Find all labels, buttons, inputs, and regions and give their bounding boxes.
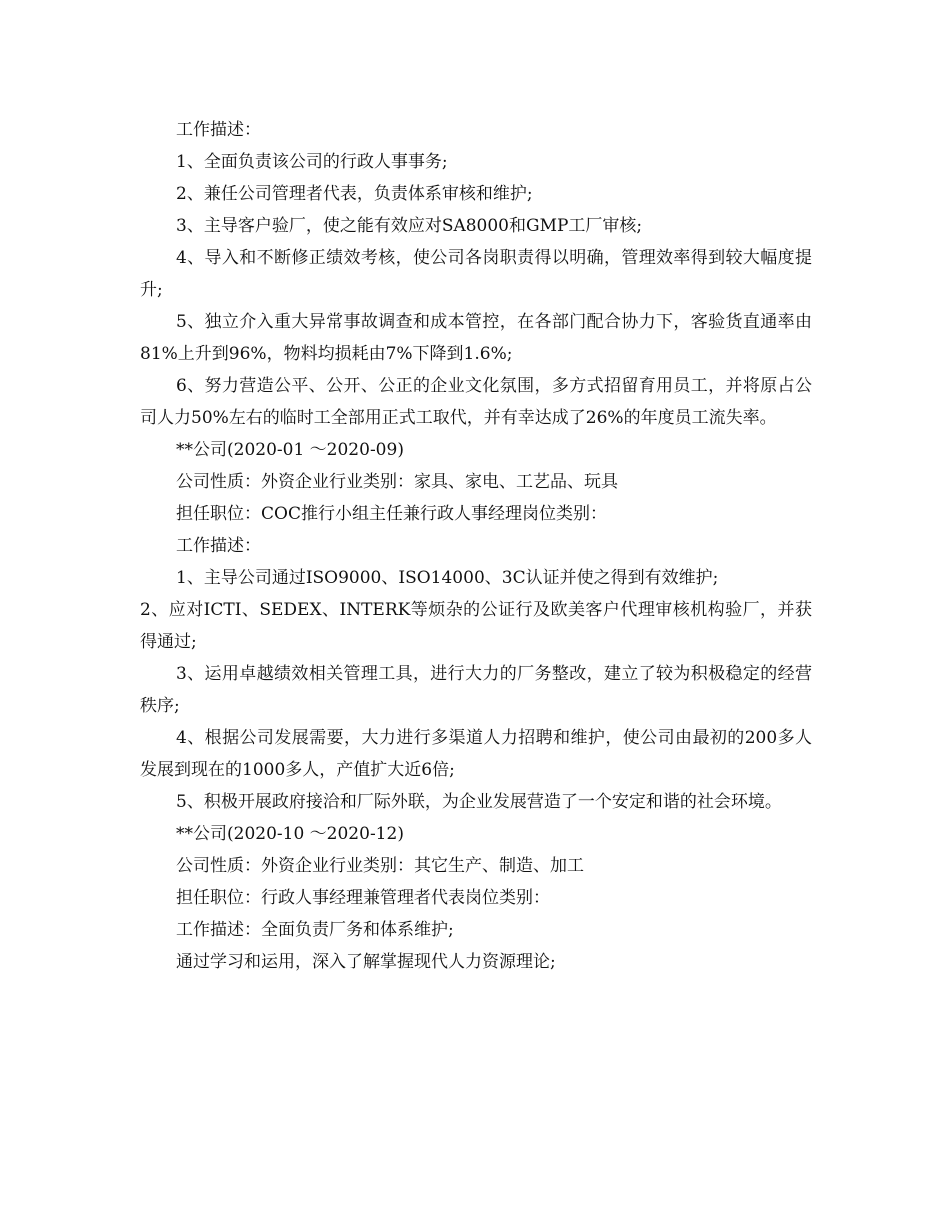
job-description-line: 工作描述：全面负责厂务和体系维护; — [176, 920, 454, 940]
position-line: 担任职位：COC推行小组主任兼行政人事经理岗位类别： — [176, 504, 607, 524]
company-period-heading: **公司(2020-10 ～2020-12) — [176, 824, 404, 844]
list-item: 5、积极开展政府接洽和厂际外联，为企业发展营造了一个安定和谐的社会环境。 — [176, 792, 782, 812]
section-heading-job-description: 工作描述： — [176, 536, 261, 556]
list-item: 1、全面负责该公司的行政人事事务; — [176, 152, 448, 172]
list-item: 6、努力营造公平、公开、公正的企业文化氛围，多方式招留育用员工，并将原占公司人力50%左右的临时工全部用正式工取代，并有幸达成了26%的年度员工流失率。 — [140, 376, 812, 428]
summary-line: 通过学习和运用，深入了解掌握现代人力资源理论; — [176, 952, 556, 972]
list-item: 2、应对ICTI、SEDEX、INTERK等烦杂的公证行及欧美客户代理审核机构验厂，并获得通过; — [140, 600, 812, 652]
list-item: 1、主导公司通过ISO9000、ISO14000、3C认证并使之得到有效维护; — [176, 568, 719, 588]
section-heading-job-description: 工作描述： — [176, 120, 261, 140]
company-nature-line: 公司性质：外资企业行业类别：其它生产、制造、加工 — [176, 856, 584, 876]
list-item: 3、主导客户验厂，使之能有效应对SA8000和GMP工厂审核; — [176, 216, 643, 236]
list-item: 4、根据公司发展需要，大力进行多渠道人力招聘和维护，使公司由最初的200多人发展到现在的1000多人，产值扩大近6倍; — [140, 728, 812, 780]
list-item: 3、运用卓越绩效相关管理工具，进行大力的厂务整改，建立了较为积极稳定的经营秩序; — [140, 664, 812, 716]
document-body — [140, 114, 812, 978]
position-line: 担任职位：行政人事经理兼管理者代表岗位类别： — [176, 888, 550, 908]
list-item: 5、独立介入重大异常事故调查和成本管控，在各部门配合协力下，客验货直通率由81%上升到96%，物料均损耗由7%下降到1.6%; — [140, 312, 812, 364]
list-item: 2、兼任公司管理者代表，负责体系审核和维护; — [176, 184, 533, 204]
company-period-heading: **公司(2020-01 ～2020-09) — [176, 440, 404, 460]
list-item: 4、导入和不断修正绩效考核，使公司各岗职责得以明确，管理效率得到较大幅度提升; — [140, 248, 812, 300]
company-nature-line: 公司性质：外资企业行业类别：家具、家电、工艺品、玩具 — [176, 472, 618, 492]
